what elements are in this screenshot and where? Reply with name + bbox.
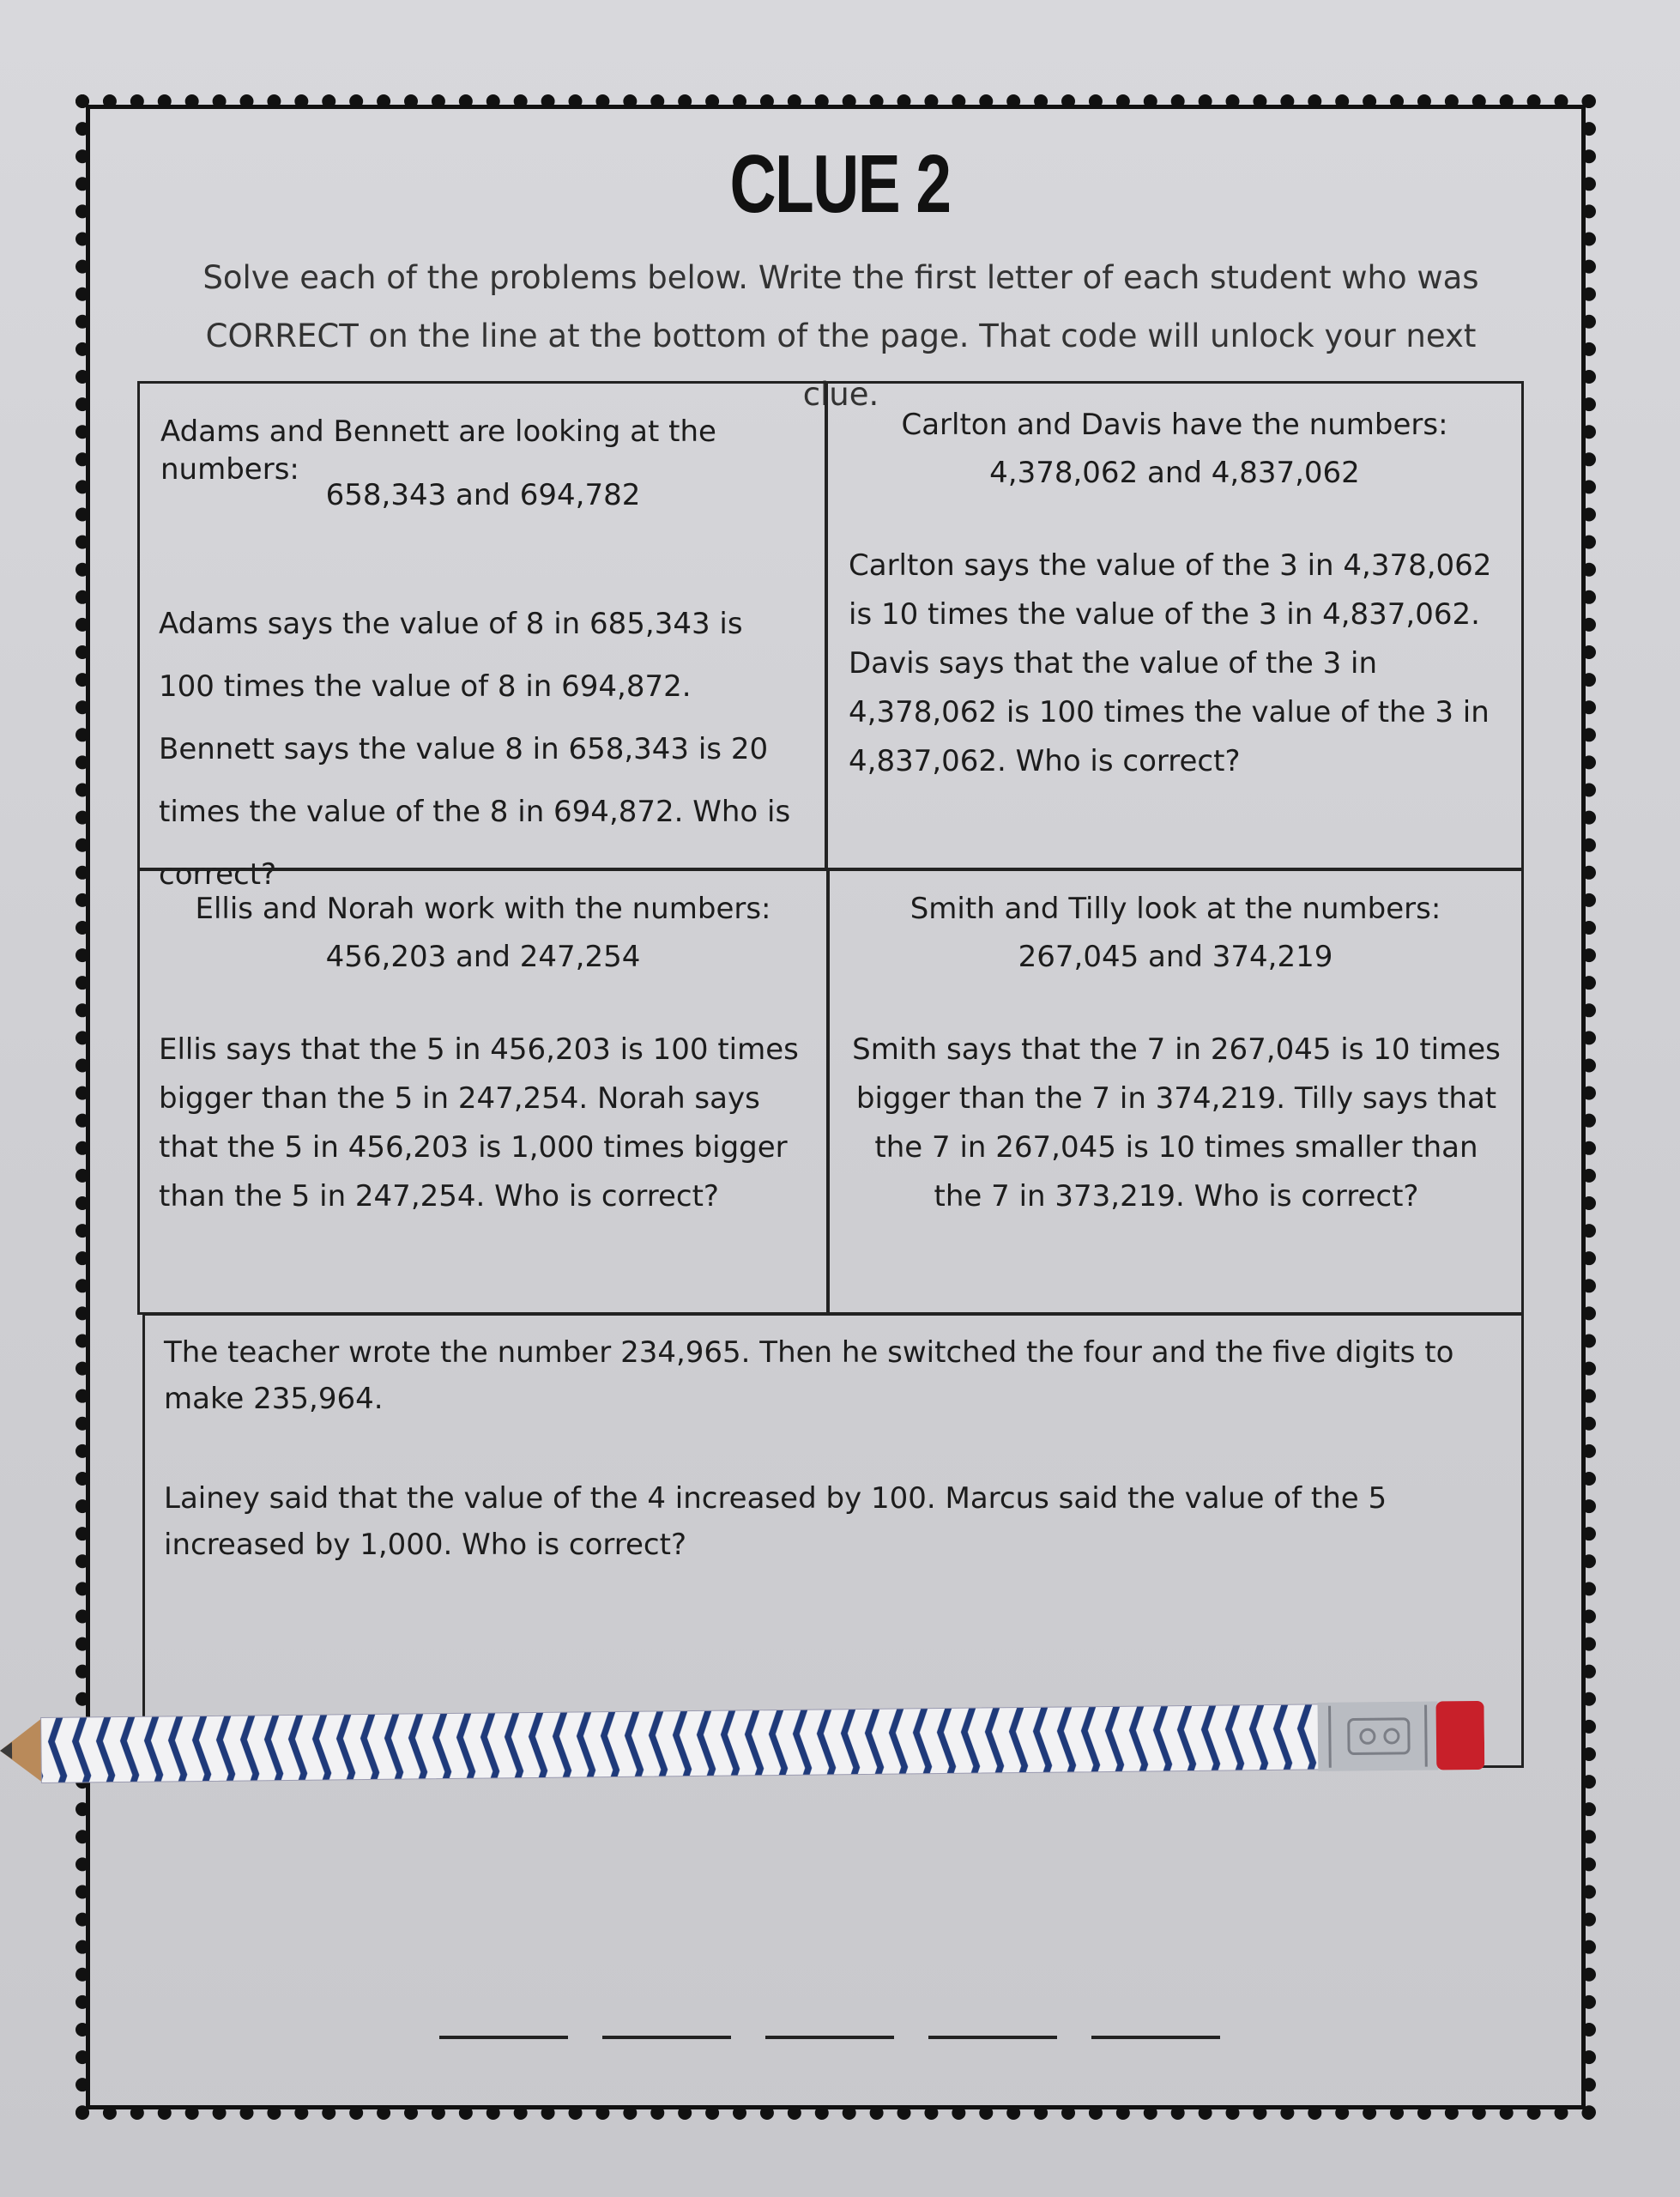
answer-blank[interactable] xyxy=(439,2036,568,2039)
problem-numbers: 267,045 and 374,219 xyxy=(1018,940,1333,974)
pencil-eraser xyxy=(1435,1701,1484,1770)
page-title: CLUE 2 xyxy=(729,138,951,230)
problem-numbers: 658,343 and 694,782 xyxy=(325,478,641,512)
pencil-ferrule xyxy=(1317,1701,1438,1770)
pencil-image xyxy=(0,1692,1484,1794)
problem-intro: The teacher wrote the number 234,965. Then he switched the four and the five digits to make 235,964. xyxy=(164,1335,1454,1416)
answer-lines xyxy=(439,2036,1229,2044)
problem-body: Adams says the value of 8 in 685,343 is 100 times the value of 8 in 694,872. Bennett says the value 8 in 658,343 is 20 times the value of the 8 in 694,872. Who is correct? xyxy=(159,607,791,892)
problem-numbers: 4,378,062 and 4,837,062 xyxy=(989,456,1360,490)
instructions-text: Solve each of the problems below. Write the first letter of each student who was CORRECT on the line at the bottom of the page. That code will unlock your next clue. xyxy=(202,259,1479,413)
problem-intro: Carlton and Davis have the numbers: xyxy=(901,408,1448,442)
problem-cell-adams-bennett xyxy=(137,381,827,892)
problem-cell-carlton-davis xyxy=(825,381,1524,870)
problem-intro: Smith and Tilly look at the numbers: xyxy=(909,892,1441,926)
problem-intro: Adams and Bennett are looking at the numbers: xyxy=(160,415,716,487)
problem-body: Carlton says the value of the 3 in 4,378,062 is 10 times the value of the 3 in 4,837,062. Davis says that the value of the 3 in 4,378,062 is 100 times the value of the 3 in 4,837,062. Who is correct? xyxy=(849,548,1492,778)
problem-body: Ellis says that the 5 in 456,203 is 100 times bigger than the 5 in 247,254. Norah says that the 5 in 456,203 is 1,000 times bigger than the 5 in 247,254. Who is correct? xyxy=(159,1032,799,1213)
problem-body: Smith says that the 7 in 267,045 is 10 times bigger than the 7 in 374,219. Tilly says that the 7 in 267,045 is 10 times smaller than the 7 in 373,219. Who is correct? xyxy=(852,1032,1501,1213)
problem-cell-smith-tilly xyxy=(827,869,1524,1315)
problem-numbers: 456,203 and 247,254 xyxy=(325,940,641,974)
problem-grid xyxy=(137,381,1524,1768)
answer-blank[interactable] xyxy=(1091,2036,1220,2039)
problem-intro: Ellis and Norah work with the numbers: xyxy=(195,892,771,926)
problem-cell-ellis-norah xyxy=(137,869,829,1315)
answer-blank[interactable] xyxy=(602,2036,731,2039)
problem-body: Lainey said that the value of the 4 increased by 100. Marcus said the value of the 5 increased by 1,000. Who is correct? xyxy=(164,1481,1387,1562)
answer-blank[interactable] xyxy=(928,2036,1057,2039)
answer-blank[interactable] xyxy=(765,2036,894,2039)
